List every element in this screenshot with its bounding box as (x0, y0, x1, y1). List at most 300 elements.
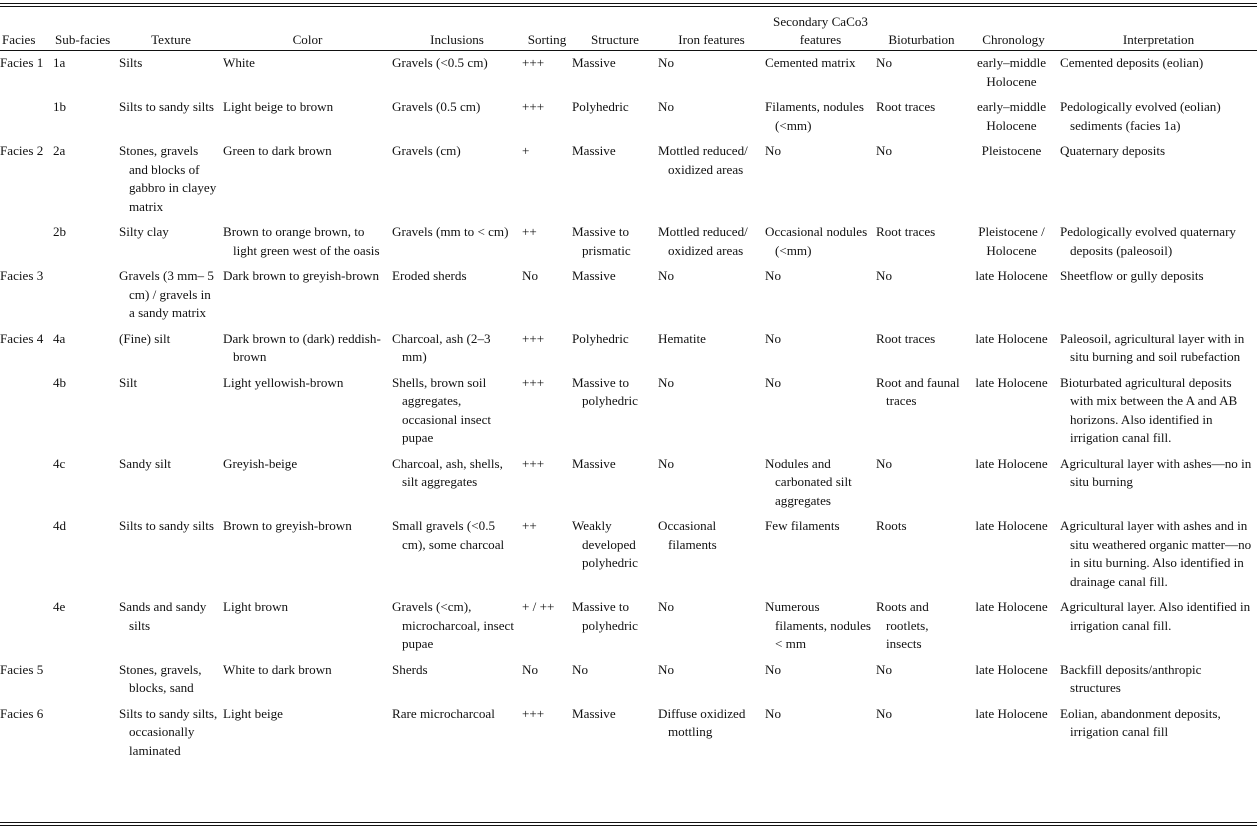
cell-text: 4c (53, 455, 66, 471)
header-texture: Texture (151, 31, 191, 47)
table-cell (392, 598, 522, 661)
table-cell (572, 98, 658, 142)
table-row (0, 705, 1257, 768)
cell-text: Silts (119, 55, 143, 70)
header-row (0, 9, 1257, 54)
cell-text: Massive (572, 55, 616, 70)
cell-text: Bioturbated agricultural deposits with mix between the A and AB horizons. Also identified in irrigation canal fill. (1060, 374, 1238, 445)
cell-text: Facies 1 (0, 55, 44, 70)
bottom-rule-2 (0, 825, 1257, 826)
table-cell (53, 661, 119, 705)
cell-text: 2a (53, 143, 66, 158)
cell-text: 1a (53, 55, 66, 70)
table-cell (119, 330, 223, 374)
table-cell (119, 705, 223, 768)
header-facies: Facies (2, 31, 36, 47)
cell-text: No (658, 268, 675, 283)
cell-text: Gravels (3 mm– 5 cm) / gravels in a sandy matrix (119, 268, 214, 320)
cell-text: Stones, gravels and blocks of gabbro in clayey matrix (119, 143, 217, 214)
cell-text: Mottled reduced/ oxidized areas (658, 143, 748, 177)
cell-text: No (876, 143, 893, 158)
cell-text: Agricultural layer with ashes and in situ weathered organic matter—no in situ burning. Also identified in drainage canal fill. (1060, 518, 1252, 589)
cell-text: Eroded sherds (392, 268, 467, 283)
cell-text: Root traces (876, 99, 936, 114)
table-cell (119, 374, 223, 455)
table-cell (53, 330, 119, 374)
table-cell (223, 455, 392, 518)
cell-text: Sands and sandy silts (119, 599, 207, 633)
table-cell (522, 374, 572, 455)
cell-text: Massive (572, 455, 616, 471)
table-cell (967, 54, 1060, 98)
table-cell (1060, 374, 1257, 455)
table-cell (53, 455, 119, 518)
cell-text: 2b (53, 224, 67, 239)
table-cell (967, 142, 1060, 223)
cell-text: Root and faunal traces (876, 374, 960, 408)
cell-text: Root traces (876, 224, 936, 239)
cell-text: Light beige (223, 705, 283, 721)
cell-text: Quaternary deposits (1060, 143, 1166, 158)
table-cell (967, 455, 1060, 518)
cell-text: No (765, 374, 782, 390)
header-bioturbation: Bioturbation (888, 31, 955, 47)
cell-text: Sheetflow or gully deposits (1060, 268, 1204, 283)
cell-text: Facies 4 (0, 330, 44, 346)
table-cell (392, 517, 522, 598)
table-cell (572, 142, 658, 223)
table-cell (572, 267, 658, 330)
table-cell (1060, 223, 1257, 267)
header-chronology: Chronology (982, 31, 1045, 47)
table-cell (119, 223, 223, 267)
header-rule (0, 50, 1257, 51)
table-cell (0, 98, 53, 142)
table-cell (0, 54, 53, 98)
table-cell (765, 54, 876, 98)
cell-text: Brown to orange brown, to light green west of the oasis (223, 224, 380, 258)
table-cell (1060, 54, 1257, 98)
cell-text: No (658, 55, 675, 70)
cell-text: Mottled reduced/ oxidized areas (658, 224, 748, 258)
cell-text: No (572, 661, 589, 677)
top-rule (0, 3, 1257, 4)
table-cell (765, 267, 876, 330)
cell-text: Cemented matrix (765, 55, 856, 70)
header-inclusions: Inclusions (430, 31, 484, 47)
cell-text: Polyhedric (572, 99, 629, 114)
cell-text: Weakly developed polyhedric (572, 518, 638, 570)
cell-text: Occasional filaments (658, 518, 717, 552)
table-cell (967, 705, 1060, 768)
facies-table (0, 9, 1257, 767)
cell-text: Facies 2 (0, 143, 44, 158)
header-iron-features: Iron features (678, 31, 745, 47)
table-cell (53, 54, 119, 98)
cell-text: Massive to polyhedric (572, 599, 638, 633)
cell-text: Silts to sandy silts (119, 99, 214, 114)
table-cell (0, 374, 53, 455)
table-cell (876, 330, 967, 374)
table-cell (967, 98, 1060, 142)
table-cell (119, 598, 223, 661)
cell-text: Eolian, abandonment deposits, irrigation canal fill (1060, 705, 1221, 739)
cell-text: Roots and rootlets, insects (876, 599, 929, 651)
table-cell (392, 705, 522, 768)
table-body (0, 54, 1257, 767)
cell-text: Gravels (cm) (392, 143, 461, 158)
cell-text: Cemented deposits (eolian) (1060, 55, 1204, 70)
table-cell (0, 267, 53, 330)
table-cell (572, 517, 658, 598)
cell-text: ++ (522, 224, 537, 239)
table-cell (967, 517, 1060, 598)
table-cell (0, 455, 53, 518)
table-cell (658, 455, 765, 518)
table-cell (658, 598, 765, 661)
cell-text: Pedologically evolved (eolian) sediments (facies 1a) (1060, 99, 1221, 133)
table-cell (876, 142, 967, 223)
table-cell (522, 54, 572, 98)
table-cell (0, 517, 53, 598)
cell-text: No (876, 268, 893, 283)
cell-text: No (658, 661, 675, 677)
table-cell (119, 517, 223, 598)
cell-text: Gravels (mm to < cm) (392, 224, 509, 239)
cell-text: late Holocene (975, 268, 1048, 283)
table-cell (119, 661, 223, 705)
cell-text: Green to dark brown (223, 143, 332, 158)
top-rule-2 (0, 6, 1257, 7)
table-cell (572, 705, 658, 768)
table-cell (0, 330, 53, 374)
table-row (0, 517, 1257, 598)
table-cell (392, 223, 522, 267)
cell-text: Massive (572, 705, 616, 721)
table-cell (876, 98, 967, 142)
table-cell (1060, 661, 1257, 705)
table-cell (119, 267, 223, 330)
cell-text: +++ (522, 99, 545, 114)
table-cell (658, 374, 765, 455)
table-cell (0, 598, 53, 661)
cell-text: late Holocene (975, 374, 1048, 390)
table-cell (876, 223, 967, 267)
cell-text: Light beige to brown (223, 99, 334, 114)
table-cell (223, 223, 392, 267)
table-cell (1060, 455, 1257, 518)
cell-text: Facies 5 (0, 661, 44, 677)
table-cell (572, 598, 658, 661)
cell-text: No (658, 455, 675, 471)
table-cell (522, 661, 572, 705)
table-cell (765, 661, 876, 705)
cell-text: early–middle Holocene (976, 55, 1047, 89)
table-cell (658, 267, 765, 330)
cell-text: late Holocene (975, 518, 1048, 533)
table-cell (223, 661, 392, 705)
cell-text: 1b (53, 99, 67, 114)
cell-text: Diffuse oxidized mottling (658, 705, 746, 739)
table-cell (967, 374, 1060, 455)
cell-text: (Fine) silt (119, 330, 171, 346)
cell-text: early–middle Holocene (976, 99, 1047, 133)
cell-text: Nodules and carbonated silt aggregates (765, 455, 852, 508)
table-cell (572, 330, 658, 374)
table-cell (53, 267, 119, 330)
table-cell (572, 455, 658, 518)
cell-text: Massive to polyhedric (572, 374, 638, 408)
cell-text: Silts to sandy silts, occasionally laminated (119, 705, 218, 758)
header-structure: Structure (591, 31, 639, 47)
table-cell (223, 330, 392, 374)
table-cell (392, 455, 522, 518)
table-cell (53, 98, 119, 142)
cell-text: No (765, 705, 782, 721)
table-cell (223, 142, 392, 223)
table-cell (0, 223, 53, 267)
table-cell (392, 142, 522, 223)
table-cell (1060, 598, 1257, 661)
table-cell (0, 142, 53, 223)
cell-text: Facies 6 (0, 705, 44, 721)
cell-text: No (765, 143, 782, 158)
cell-text: +++ (522, 705, 545, 721)
cell-text: Brown to greyish-brown (223, 518, 352, 533)
table-cell (876, 517, 967, 598)
cell-text: Shells, brown soil aggregates, occasional insect pupae (392, 374, 492, 445)
cell-text: Occasional nodules (<mm) (765, 224, 868, 258)
table-cell (967, 223, 1060, 267)
table-row (0, 455, 1257, 518)
table-cell (765, 223, 876, 267)
table-cell (522, 330, 572, 374)
table-row (0, 223, 1257, 267)
table-cell (967, 330, 1060, 374)
cell-text: ++ (522, 518, 537, 533)
cell-text: No (876, 455, 893, 471)
table-cell (392, 98, 522, 142)
cell-text: late Holocene (975, 330, 1048, 346)
table-cell (1060, 517, 1257, 598)
cell-text: Gravels (0.5 cm) (392, 99, 481, 114)
header-interpretation: Interpretation (1122, 31, 1195, 47)
cell-text: Pleistocene / Holocene (978, 224, 1045, 258)
cell-text: Massive (572, 268, 616, 283)
cell-text: Sherds (392, 661, 428, 677)
cell-text: +++ (522, 55, 545, 70)
table-cell (1060, 142, 1257, 223)
cell-text: Silty clay (119, 224, 169, 239)
header-color: Color (292, 31, 323, 47)
cell-text: No (765, 330, 782, 346)
table-cell (1060, 330, 1257, 374)
cell-text: Dark brown to (dark) reddish-brown (223, 330, 381, 364)
cell-text: +++ (522, 330, 545, 346)
cell-text: No (522, 661, 539, 677)
table-row (0, 598, 1257, 661)
table-cell (572, 223, 658, 267)
table-cell (967, 598, 1060, 661)
table-cell (223, 705, 392, 768)
table-cell (53, 374, 119, 455)
cell-text: Gravels (<0.5 cm) (392, 55, 488, 70)
cell-text: Polyhedric (572, 330, 629, 346)
cell-text: 4a (53, 330, 66, 346)
table-cell (522, 455, 572, 518)
cell-text: late Holocene (975, 661, 1048, 677)
table-cell (223, 267, 392, 330)
table-cell (0, 661, 53, 705)
cell-text: Charcoal, ash (2–3 mm) (392, 330, 491, 364)
table-cell (223, 598, 392, 661)
table-cell (658, 661, 765, 705)
cell-text: Sandy silt (119, 455, 172, 471)
cell-text: 4d (53, 518, 67, 533)
cell-text: Few filaments (765, 518, 840, 533)
table-cell (53, 598, 119, 661)
cell-text: No (876, 661, 893, 677)
table-cell (658, 54, 765, 98)
table-cell (1060, 267, 1257, 330)
table-cell (658, 223, 765, 267)
table-cell (223, 374, 392, 455)
table-cell (658, 98, 765, 142)
table-cell (53, 705, 119, 768)
cell-text: +++ (522, 455, 545, 471)
table-row (0, 330, 1257, 374)
table-cell (876, 598, 967, 661)
table-cell (876, 54, 967, 98)
table-cell (392, 267, 522, 330)
table-row (0, 98, 1257, 142)
table-cell (765, 455, 876, 518)
table-cell (876, 374, 967, 455)
cell-text: No (765, 268, 782, 283)
table-cell (119, 98, 223, 142)
table-cell (658, 705, 765, 768)
cell-text: late Holocene (975, 455, 1048, 471)
table-row (0, 267, 1257, 330)
cell-text: Hematite (658, 330, 706, 346)
cell-text: No (876, 55, 893, 70)
table-cell (522, 142, 572, 223)
header-sub-facies: Sub-facies (55, 31, 111, 47)
cell-text: Root traces (876, 330, 936, 346)
table-cell (119, 142, 223, 223)
cell-text: No (522, 268, 539, 283)
table-cell (967, 661, 1060, 705)
table-cell (572, 661, 658, 705)
table-cell (522, 705, 572, 768)
table-row (0, 54, 1257, 98)
cell-text: Pleistocene (981, 143, 1042, 158)
cell-text: Silts to sandy silts (119, 518, 214, 533)
table-cell (53, 223, 119, 267)
cell-text: Silt (119, 374, 138, 390)
table-cell (876, 455, 967, 518)
cell-text: Charcoal, ash, shells, silt aggregates (392, 455, 503, 489)
table-cell (658, 330, 765, 374)
table-cell (765, 98, 876, 142)
cell-text: + / ++ (522, 599, 555, 614)
table-cell (522, 223, 572, 267)
table-cell (572, 374, 658, 455)
cell-text: late Holocene (975, 705, 1048, 721)
table-cell (876, 705, 967, 768)
table-cell (876, 661, 967, 705)
table-cell (1060, 705, 1257, 768)
bottom-rule (0, 822, 1257, 823)
cell-text: Massive to prismatic (572, 224, 631, 258)
table-cell (392, 661, 522, 705)
cell-text: Dark brown to greyish-brown (223, 268, 379, 283)
cell-text: No (658, 99, 675, 114)
cell-text: Roots (876, 518, 907, 533)
cell-text: late Holocene (975, 599, 1048, 614)
table-row (0, 374, 1257, 455)
table-cell (119, 455, 223, 518)
cell-text: Stones, gravels, blocks, sand (119, 661, 202, 695)
header-sorting: Sorting (527, 31, 567, 47)
table-cell (765, 517, 876, 598)
cell-text: Pedologically evolved quaternary deposits (paleosoil) (1060, 224, 1236, 258)
table-cell (765, 374, 876, 455)
table-cell (223, 98, 392, 142)
cell-text: Gravels (<cm), microcharcoal, insect pupae (392, 599, 514, 651)
table-row (0, 661, 1257, 705)
table-cell (223, 54, 392, 98)
cell-text: No (876, 705, 893, 721)
cell-text: +++ (522, 374, 545, 390)
cell-text: Paleosoil, agricultural layer with in situ burning and soil rubefaction (1060, 330, 1245, 364)
table-cell (765, 142, 876, 223)
cell-text: Agricultural layer. Also identified in irrigation canal fill. (1060, 599, 1251, 633)
cell-text: + (522, 143, 530, 158)
cell-text: Massive (572, 143, 616, 158)
cell-text: Filaments, nodules (<mm) (765, 99, 864, 133)
cell-text: Numerous filaments, nodules < mm (765, 599, 872, 651)
cell-text: Rare microcharcoal (392, 705, 495, 721)
table-cell (392, 374, 522, 455)
table-row (0, 142, 1257, 223)
header-secondary-caco3: Secondary CaCo3 features (773, 14, 868, 47)
table-cell (223, 517, 392, 598)
cell-text: Light yellowish-brown (223, 374, 344, 390)
table-cell (522, 517, 572, 598)
table-cell (522, 598, 572, 661)
cell-text: Small gravels (<0.5 cm), some charcoal (392, 518, 505, 552)
table-cell (53, 517, 119, 598)
table-cell (0, 705, 53, 768)
cell-text: White to dark brown (223, 661, 332, 677)
cell-text: 4e (53, 599, 66, 614)
table-cell (967, 267, 1060, 330)
cell-text: Greyish-beige (223, 455, 298, 471)
table-cell (392, 54, 522, 98)
table-cell (765, 598, 876, 661)
table-cell (658, 517, 765, 598)
table-cell (876, 267, 967, 330)
table-cell (765, 330, 876, 374)
cell-text: No (658, 374, 675, 390)
table-cell (522, 98, 572, 142)
table-cell (522, 267, 572, 330)
cell-text: Facies 3 (0, 268, 44, 283)
cell-text: Light brown (223, 599, 289, 614)
table-cell (119, 54, 223, 98)
table-cell (1060, 98, 1257, 142)
